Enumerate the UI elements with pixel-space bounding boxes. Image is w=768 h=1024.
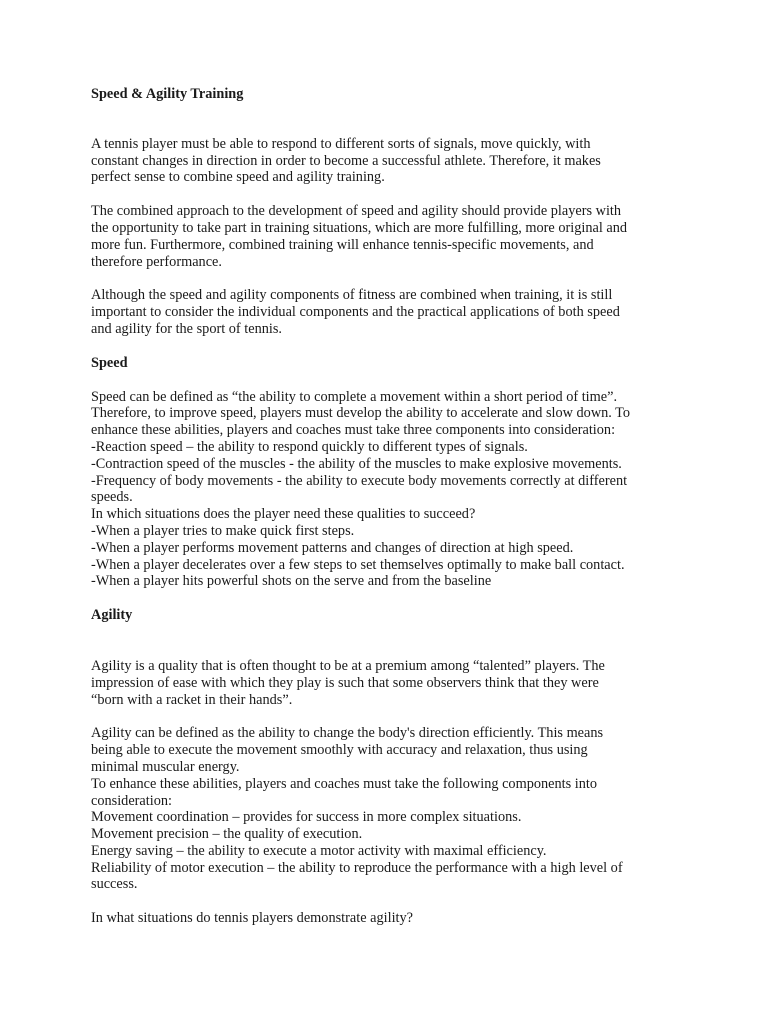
text-line: To enhance these abilities, players and coaches must take the following components into	[91, 775, 597, 792]
list-item: success.	[91, 876, 138, 893]
text-line: impression of ease with which they play is such that some observers think that they were	[91, 674, 599, 691]
text-line: important to consider the individual components and the practical applications of both speed	[91, 304, 620, 321]
list-item: -When a player decelerates over a few steps to set themselves optimally to make ball contact.	[91, 556, 625, 573]
text-line: minimal muscular energy.	[91, 758, 240, 775]
list-item: -Contraction speed of the muscles - the ability of the muscles to make explosive movements.	[91, 455, 622, 472]
text-line: consideration:	[91, 792, 172, 809]
agility-paragraph-2	[91, 725, 691, 893]
text-line: enhance these abilities, players and coaches must take three components into consideration:	[91, 422, 616, 439]
list-item: Movement coordination – provides for success in more complex situations.	[91, 809, 522, 826]
list-item: Reliability of motor execution – the ability to reproduce the performance with a high level of	[91, 859, 623, 876]
text-line: Agility can be defined as the ability to change the body's direction efficiently. This means	[91, 725, 604, 742]
list-item: speeds.	[91, 489, 133, 506]
list-item: Movement precision – the quality of execution.	[91, 826, 363, 843]
text-line: and agility for the sport of tennis.	[91, 320, 282, 337]
document-title: Speed & Agility Training	[91, 86, 244, 102]
text-line: constant changes in direction in order to become a successful athlete. Therefore, it makes	[91, 152, 601, 169]
list-item: -When a player tries to make quick first steps.	[91, 522, 355, 539]
agility-paragraph-1	[91, 658, 691, 708]
speed-section	[91, 389, 691, 591]
speed-heading: Speed	[91, 354, 128, 371]
intro-paragraph-1	[91, 136, 691, 186]
intro-paragraph-2	[91, 203, 691, 270]
text-line: Therefore, to improve speed, players must develop the ability to accelerate and slow down. To	[91, 405, 631, 422]
intro-paragraph-3	[91, 287, 691, 337]
text-line: therefore performance.	[91, 253, 222, 270]
text-line: being able to execute the movement smoothly with accuracy and relaxation, thus using	[91, 742, 588, 759]
text-line: Speed can be defined as “the ability to complete a movement within a short period of time”.	[91, 388, 618, 405]
text-line: In what situations do tennis players demonstrate agility?	[91, 910, 414, 927]
list-item: -When a player hits powerful shots on the serve and from the baseline	[91, 573, 492, 590]
text-line: In which situations does the player need these qualities to succeed?	[91, 506, 476, 523]
document-page	[91, 86, 691, 927]
text-line: A tennis player must be able to respond to different sorts of signals, move quickly, with	[91, 135, 591, 152]
list-item: Energy saving – the ability to execute a motor activity with maximal efficiency.	[91, 842, 547, 859]
text-line: Agility is a quality that is often thought to be at a premium among “talented” players. The	[91, 657, 605, 674]
text-line: the opportunity to take part in training situations, which are more fulfilling, more original and	[91, 219, 628, 236]
list-item: -Reaction speed – the ability to respond quickly to different types of signals.	[91, 438, 528, 455]
text-line: Although the speed and agility components of fitness are combined when training, it is still	[91, 287, 613, 304]
agility-heading: Agility	[91, 607, 133, 624]
text-line: more fun. Furthermore, combined training will enhance tennis-specific movements, and	[91, 236, 594, 253]
list-item: -When a player performs movement patterns and changes of direction at high speed.	[91, 539, 574, 556]
text-line: perfect sense to combine speed and agility training.	[91, 169, 385, 186]
text-line: “born with a racket in their hands”.	[91, 691, 293, 708]
list-item: -Frequency of body movements - the ability to execute body movements correctly at different	[91, 472, 628, 489]
agility-paragraph-3	[91, 910, 691, 927]
text-line: The combined approach to the development of speed and agility should provide players with	[91, 203, 622, 220]
